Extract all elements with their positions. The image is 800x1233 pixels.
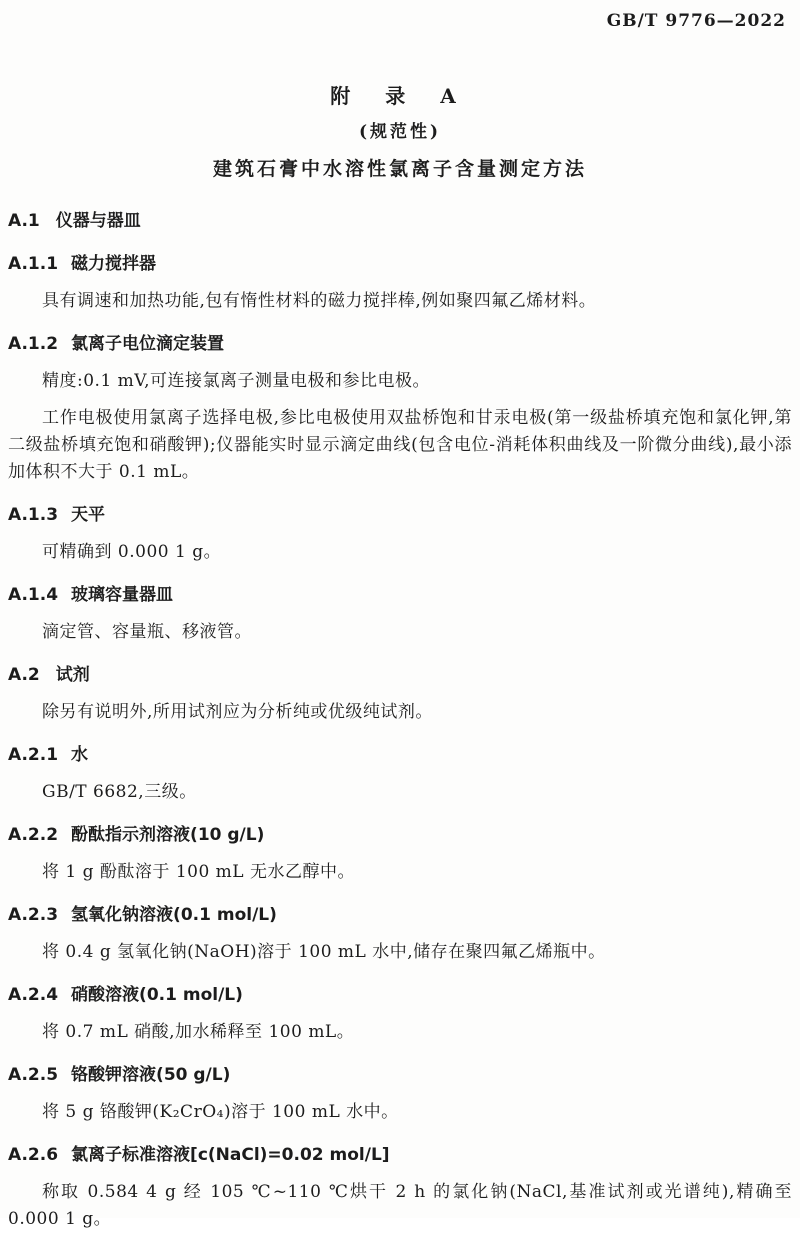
section-heading bbox=[8, 251, 792, 278]
section-title: 试剂 bbox=[55, 665, 90, 685]
section-heading bbox=[8, 331, 792, 358]
section-title: 氯离子标准溶液[c(NaCl)=0.02 mol/L] bbox=[71, 1145, 390, 1165]
section-number: A.2.2 bbox=[8, 825, 59, 845]
section-title: 氯离子电位滴定装置 bbox=[71, 334, 225, 354]
appendix-title-block bbox=[8, 83, 792, 182]
section-number: A.1.1 bbox=[8, 254, 59, 274]
section-title: 硝酸溶液(0.1 mol/L) bbox=[71, 985, 243, 1005]
section-heading bbox=[8, 662, 792, 689]
section-title: 酚酞指示剂溶液(10 g/L) bbox=[71, 825, 265, 845]
paragraph: 将 1 g 酚酞溶于 100 mL 无水乙醇中。 bbox=[42, 862, 355, 882]
document-body bbox=[8, 208, 792, 1233]
paragraph: 将 0.4 g 氢氧化钠(NaOH)溶于 100 mL 水中,储存在聚四氟乙烯瓶中。 bbox=[42, 942, 606, 962]
section-title: 氢氧化钠溶液(0.1 mol/L) bbox=[71, 905, 277, 925]
paragraph: 工作电极使用氯离子选择电极,参比电极使用双盐桥饱和甘汞电极(第一级盐桥填充饱和氯化钾,第二级盐桥填充饱和硝酸钾);仪器能实时显示滴定曲线(包含电位-消耗体积曲线及一阶微分曲线),最小添加体积不大于 0.1 mL。 bbox=[8, 408, 792, 482]
section-number: A.2.4 bbox=[8, 985, 59, 1005]
paragraph: 称取 0.584 4 g 经 105 ℃~110 ℃烘干 2 h 的氯化钠(NaCl,基准试剂或光谱纯),精确至 0.000 1 g。 bbox=[8, 1182, 792, 1229]
paragraph: GB/T 6682,三级。 bbox=[42, 782, 197, 802]
appendix-subtitle: 建筑石膏中水溶性氯离子含量测定方法 bbox=[212, 158, 587, 180]
paragraph: 可精确到 0.000 1 g。 bbox=[42, 542, 222, 562]
section-title: 磁力搅拌器 bbox=[71, 254, 157, 274]
section-number: A.1.4 bbox=[8, 585, 59, 605]
section-heading bbox=[8, 822, 792, 849]
section-heading bbox=[8, 1062, 792, 1089]
paragraph: 除另有说明外,所用试剂应为分析纯或优级纯试剂。 bbox=[42, 702, 433, 722]
section-heading bbox=[8, 742, 792, 769]
section-number: A.1.2 bbox=[8, 334, 59, 354]
section-title: 铬酸钾溶液(50 g/L) bbox=[71, 1065, 231, 1085]
section-number: A.2 bbox=[8, 665, 40, 685]
paragraph: 具有调速和加热功能,包有惰性材料的磁力搅拌棒,例如聚四氟乙烯材料。 bbox=[42, 291, 597, 311]
section-number: A.2.1 bbox=[8, 745, 59, 765]
section-title: 水 bbox=[71, 745, 89, 765]
paragraph: 滴定管、容量瓶、移液管。 bbox=[42, 622, 252, 642]
paragraph: 精度:0.1 mV,可连接氯离子测量电极和参比电极。 bbox=[42, 371, 430, 391]
section-heading bbox=[8, 582, 792, 609]
standard-number: GB/T 9776—2022 bbox=[606, 11, 786, 31]
section-number: A.2.6 bbox=[8, 1145, 59, 1165]
section-heading bbox=[8, 982, 792, 1009]
section-heading bbox=[8, 1142, 792, 1169]
section-heading bbox=[8, 502, 792, 529]
section-heading bbox=[8, 902, 792, 929]
appendix-normative-label: (规范性) bbox=[358, 122, 442, 142]
appendix-title: 附 录 A bbox=[330, 84, 470, 108]
section-title: 天平 bbox=[71, 505, 106, 525]
section-number: A.2.5 bbox=[8, 1065, 59, 1085]
paragraph: 将 0.7 mL 硝酸,加水稀释至 100 mL。 bbox=[42, 1022, 355, 1042]
paragraph: 将 5 g 铬酸钾(K₂CrO₄)溶于 100 mL 水中。 bbox=[42, 1102, 399, 1122]
section-title: 玻璃容量器皿 bbox=[71, 585, 174, 605]
section-title: 仪器与器皿 bbox=[55, 211, 141, 231]
section-heading bbox=[8, 208, 792, 235]
section-number: A.1.3 bbox=[8, 505, 59, 525]
section-number: A.2.3 bbox=[8, 905, 59, 925]
section-number: A.1 bbox=[8, 211, 40, 231]
